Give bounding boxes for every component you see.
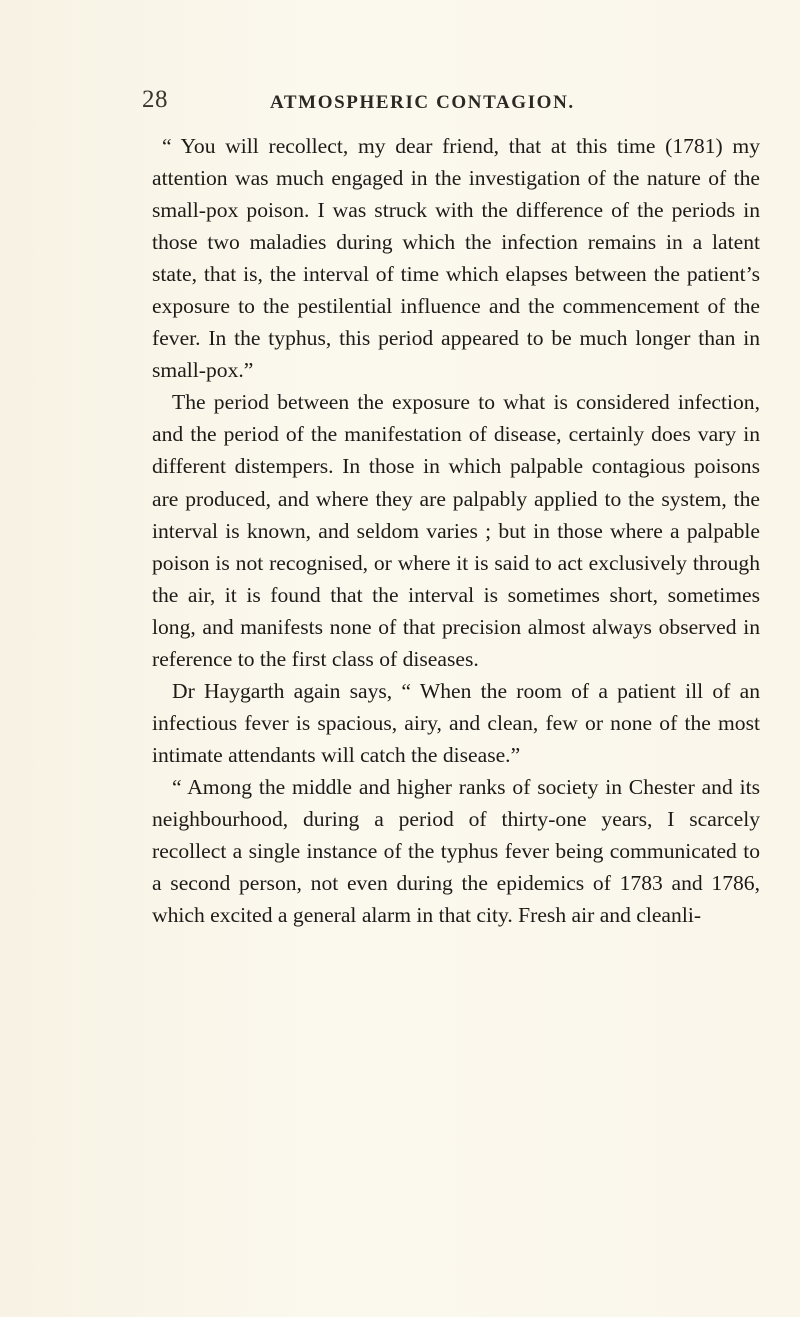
body-text (152, 130, 760, 931)
page-number: 28 (142, 86, 168, 113)
paragraph-infection-period: The period between the exposure to what is considered infection, and the period of the manifestation of disease, certainly does vary in different distempers. In those in which palpable contagious poisons are produced, and where they are palpably applied to the system, the interval is known, and seldom varies ; but in those where a palpable poison is not recognised, or where it is said to act exclusively through the air, it is found that the interval is sometimes short, sometimes long, and manifests none of that precision almost always observed in reference to the first class of diseases. (152, 390, 760, 671)
running-head: ATMOSPHERIC CONTAGION. (270, 92, 575, 113)
paragraph-chester-quote: “ Among the middle and higher ranks of society in Chester and its neighbourhood, during a period of thirty-one years, I scarcely recollect a single instance of the typhus fever being communicated to a second person, not even during the epidemics of 1783 and 1786, which excited a general alarm in that city. Fresh air and cleanli- (152, 774, 760, 928)
paragraph-haygarth-quote: Dr Haygarth again says, “ When the room of a patient ill of an infectious fever is spacious, airy, and clean, few or none of the most intimate attendants will catch the disease.” (152, 678, 760, 767)
paragraph-quote-recollection: “ You will recollect, my dear friend, that at this time (1781) my attention was much engaged in the investigation of the nature of the small-pox poison. I was struck with the difference of the periods in those two maladies during which the infection remains in a latent state, that is, the interval of time which elapses between the patient’s exposure to the pestilential influence and the commencement of the fever. In the typhus, this period appeared to be much longer than in small-pox.” (152, 134, 760, 383)
